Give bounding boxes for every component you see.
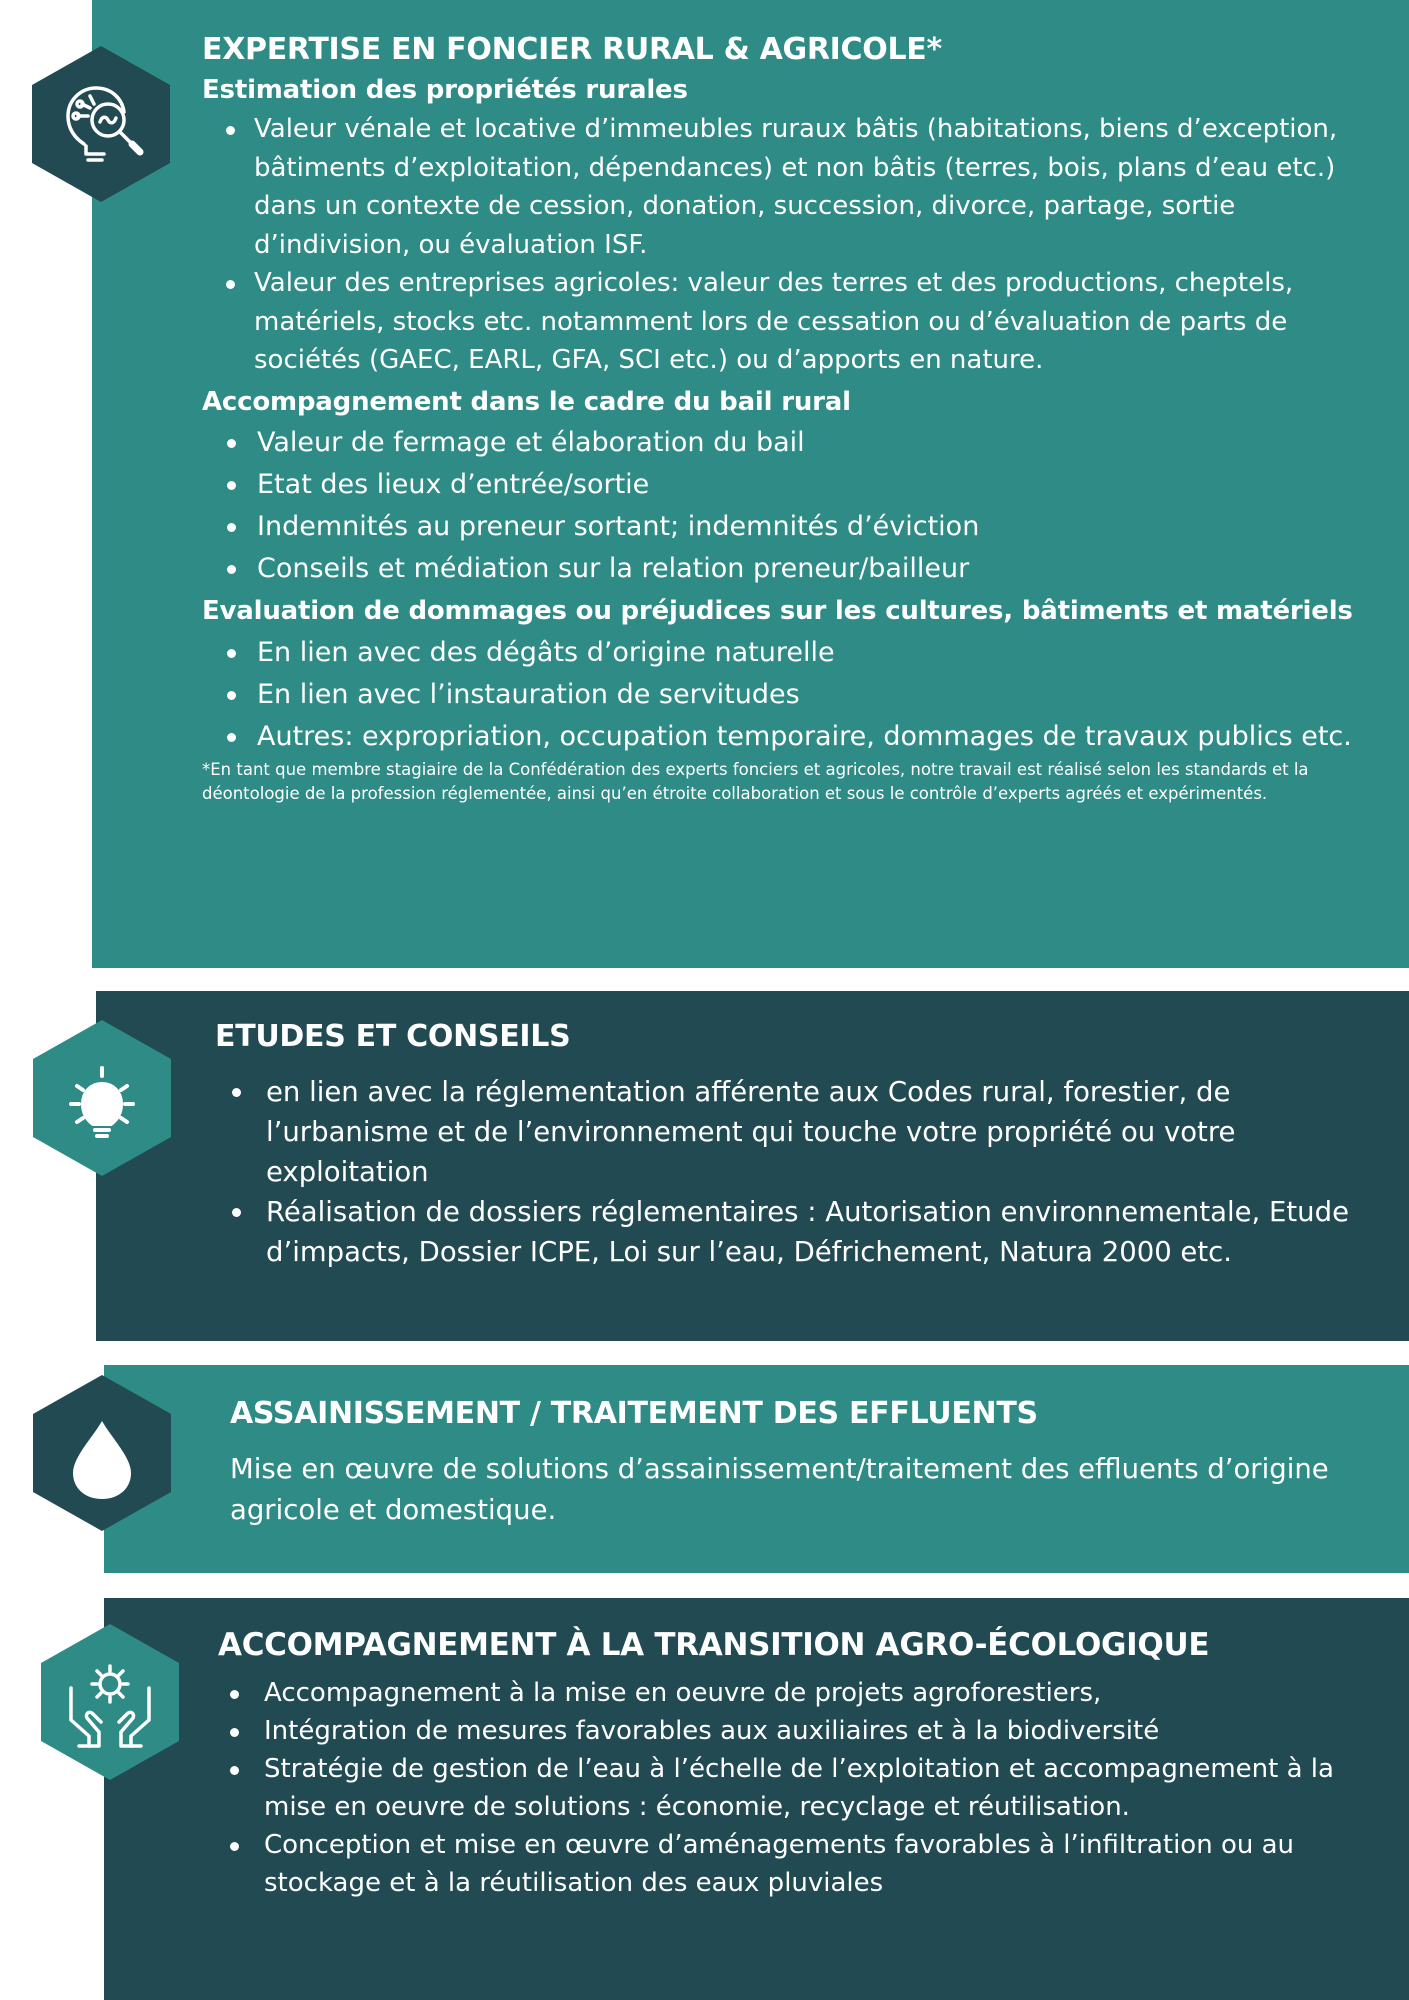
footnote: *En tant que membre stagiaire de la Confédération des experts fonciers et agricoles, notre travail est réalisé selon les standards et la déontologie de la profession réglementée, ainsi qu’en étroite collaboration et sous le contrôle d’experts agréés et expérimentés. (202, 759, 1309, 803)
subsection-heading: Estimation des propriétés rurales (202, 75, 688, 105)
subsection-heading: Accompagnement dans le cadre du bail rural (202, 386, 851, 417)
list-item: Réalisation de dossiers réglementaires : Autorisation environnementale, Etude d’impacts, Dossier ICPE, Loi sur l’eau, Défrichement, Natura 2000 etc. (215, 1192, 1379, 1272)
list-item: En lien avec l’instauration de servitudes (202, 674, 1379, 716)
list-item: Valeur des entreprises agricoles: valeur des terres et des productions, cheptels, matériels, stocks etc. notamment lors de cessation ou d’évaluation de parts de sociétés (GAEC, EARL, GFA, SCI etc.) ou d’apports en nature. (202, 264, 1379, 380)
section-title: ETUDES ET CONSEILS (215, 1019, 571, 1054)
section-title: ACCOMPAGNEMENT À LA TRANSITION AGRO-ÉCOLOGIQUE (218, 1627, 1210, 1663)
section-foncier-content (202, 30, 1379, 822)
list-item: Accompagnement à la mise en oeuvre de projets agroforestiers, (218, 1674, 1379, 1712)
list-item: Conception et mise en œuvre d’aménagements favorables à l’infiltration ou au stockage et à la réutilisation des eaux pluviales (218, 1826, 1379, 1902)
section-assainissement-content (230, 1391, 1379, 1531)
list-item: Intégration de mesures favorables aux auxiliaires et à la biodiversité (218, 1712, 1379, 1750)
bullet-list (202, 422, 1379, 590)
bullet-list (215, 1072, 1379, 1272)
list-item: Valeur de fermage et élaboration du bail (202, 422, 1379, 464)
list-item: Valeur vénale et locative d’immeubles ruraux bâtis (habitations, biens d’exception, bâtiments d’exploitation, dépendances) et non bâtis (terres, bois, plans d’eau etc.) dans un contexte de cession, donation, succession, divorce, partage, sortie d’indivision, ou évaluation ISF. (202, 110, 1379, 264)
list-item: en lien avec la réglementation afférente aux Codes rural, forestier, de l’urbanisme et de l’environnement qui touche votre propriété ou votre exploitation (215, 1072, 1379, 1192)
list-item: Etat des lieux d’entrée/sortie (202, 464, 1379, 506)
bullet-list (202, 110, 1379, 380)
list-item: Autres: expropriation, occupation temporaire, dommages de travaux publics etc. (202, 716, 1379, 758)
list-item: Indemnités au preneur sortant; indemnités d’éviction (202, 506, 1379, 548)
section-body: Mise en œuvre de solutions d’assainissement/traitement des effluents d’origine agricole et domestique. (230, 1453, 1329, 1526)
bullet-list (218, 1674, 1379, 1902)
list-item: Conseils et médiation sur la relation preneur/bailleur (202, 548, 1379, 590)
section-title: ASSAINISSEMENT / TRAITEMENT DES EFFLUENTS (230, 1396, 1038, 1431)
bullet-list (202, 632, 1379, 758)
list-item: En lien avec des dégâts d’origine naturelle (202, 632, 1379, 674)
subsection-heading: Evaluation de dommages ou préjudices sur les cultures, bâtiments et matériels (202, 595, 1353, 626)
list-item: Stratégie de gestion de l’eau à l’échelle de l’exploitation et accompagnement à la mise en oeuvre de solutions : économie, recyclage et réutilisation. (218, 1750, 1379, 1826)
section-title: EXPERTISE EN FONCIER RURAL & AGRICOLE* (202, 32, 942, 67)
section-agroecologie-content (218, 1622, 1379, 1902)
section-etudes-content (215, 1014, 1379, 1272)
